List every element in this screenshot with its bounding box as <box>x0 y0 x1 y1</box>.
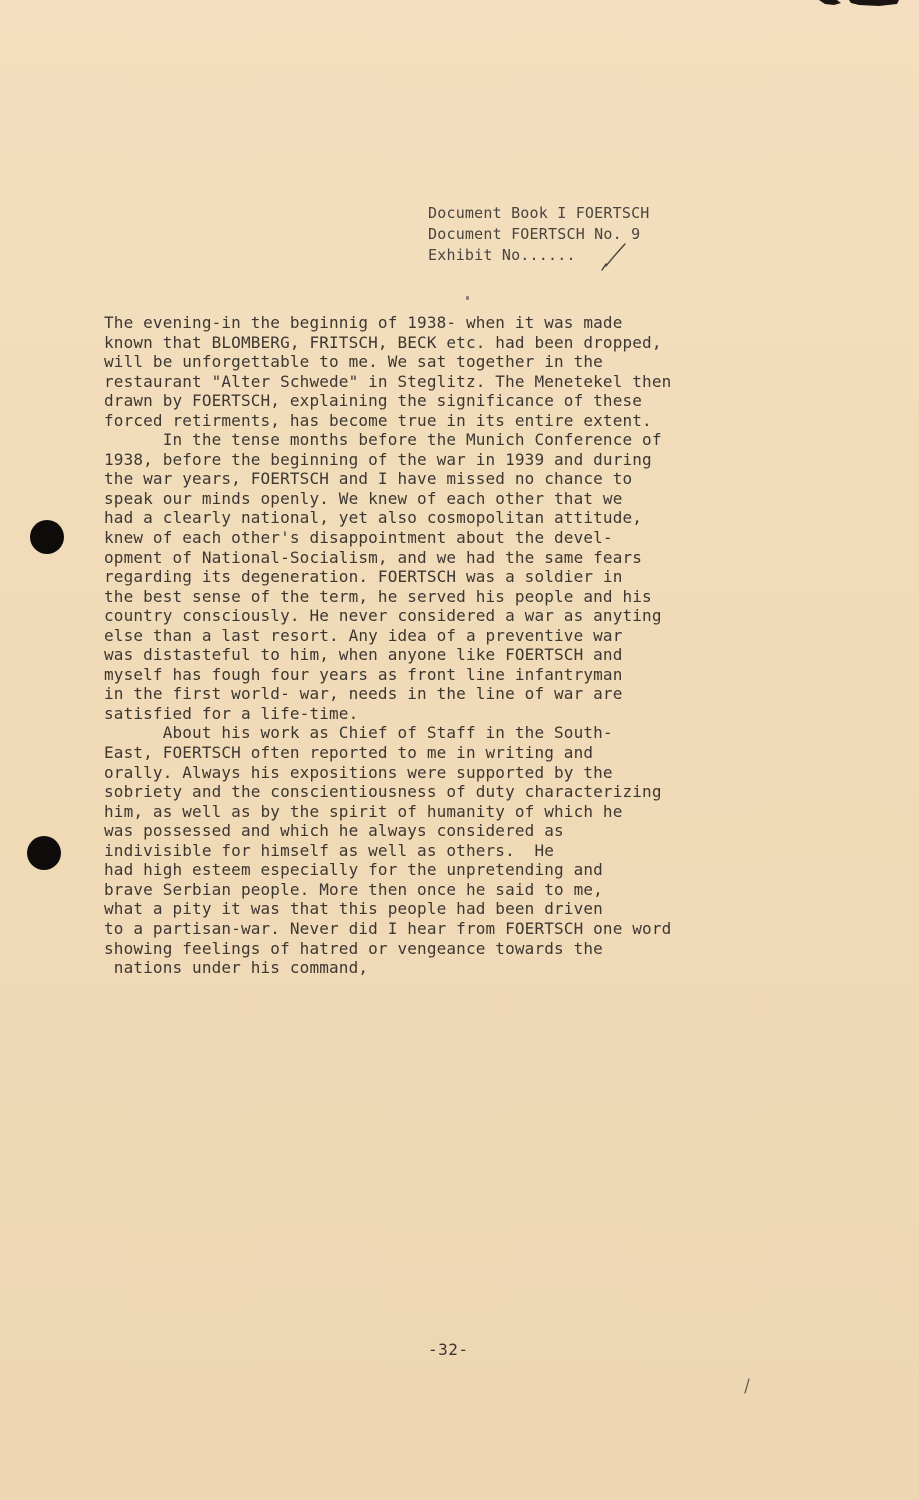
body-line: what a pity it was that this people had been driven <box>104 899 603 919</box>
document-number-label: Document FOERTSCH No. 9 <box>428 225 641 243</box>
handwritten-check-mark <box>598 240 628 274</box>
body-line: brave Serbian people. More then once he said to me, <box>104 879 603 899</box>
body-line: sobriety and the conscientiousness of duty characterizing <box>104 782 662 802</box>
body-line: The evening-in the beginnig of 1938- when it was made <box>104 313 623 332</box>
body-line: country consciously. He never considered a war as anyting <box>104 606 662 626</box>
body-line: orally. Always his expositions were supported by the <box>104 762 613 782</box>
corner-ink-mark <box>819 0 899 8</box>
body-line: 1938, before the beginning of the war in 1939 and during <box>104 449 652 469</box>
body-line: East, FOERTSCH often reported to me in writing and <box>104 743 594 763</box>
body-line: was possessed and which he always considered as <box>104 821 564 841</box>
body-line: forced retirments, has become true in its entire extent. <box>104 410 652 430</box>
body-line: will be unforgettable to me. We sat together in the <box>104 352 603 372</box>
body-line: myself has fough four years as front line infantryman <box>104 664 623 684</box>
body-line: had a clearly national, yet also cosmopolitan attitude, <box>104 508 643 528</box>
body-line: drawn by FOERTSCH, explaining the significance of these <box>104 391 643 411</box>
body-line: In the tense months before the Munich Conference of <box>104 430 662 450</box>
body-line: was distasteful to him, when anyone like FOERTSCH and <box>104 645 623 665</box>
stray-tick-mark <box>466 296 469 300</box>
body-line: satisfied for a life-time. <box>104 703 359 723</box>
document-header <box>428 203 748 266</box>
body-line: indivisible for himself as well as others. He <box>104 840 555 860</box>
body-line: him, as well as by the spirit of humanity of which he <box>104 801 623 821</box>
body-line: the best sense of the term, he served his people and his <box>104 586 652 606</box>
body-line: regarding its degeneration. FOERTSCH was a soldier in <box>104 567 623 587</box>
body-line: in the first world- war, needs in the line of war are <box>104 684 623 704</box>
body-line: the war years, FOERTSCH and I have missed no chance to <box>104 469 633 489</box>
body-line: About his work as Chief of Staff in the South- <box>104 723 613 743</box>
body-line: showing feelings of hatred or vengeance towards the <box>104 938 603 958</box>
punch-hole-lower <box>27 836 61 870</box>
body-line: else than a last resort. Any idea of a preventive war <box>104 625 623 645</box>
body-line: speak our minds openly. We knew of each other that we <box>104 488 623 508</box>
punch-hole-upper <box>30 520 64 554</box>
page-number: -32- <box>428 1340 469 1359</box>
body-line: knew of each other's disappointment about the devel- <box>104 528 613 548</box>
body-line: known that BLOMBERG, FRITSCH, BECK etc. had been dropped, <box>104 332 662 352</box>
document-body <box>104 313 804 978</box>
stray-pen-mark <box>742 1378 752 1394</box>
body-line: restaurant "Alter Schwede" in Steglitz. The Menetekel then <box>104 371 672 391</box>
body-line: opment of National-Socialism, and we had the same fears <box>104 547 643 567</box>
document-book-label: Document Book I FOERTSCH <box>428 204 650 222</box>
body-line: had high esteem especially for the unpretending and <box>104 860 603 880</box>
body-line: to a partisan-war. Never did I hear from FOERTSCH one word <box>104 918 672 938</box>
body-line: nations under his command, <box>104 958 369 978</box>
exhibit-number-label: Exhibit No...... <box>428 246 576 264</box>
